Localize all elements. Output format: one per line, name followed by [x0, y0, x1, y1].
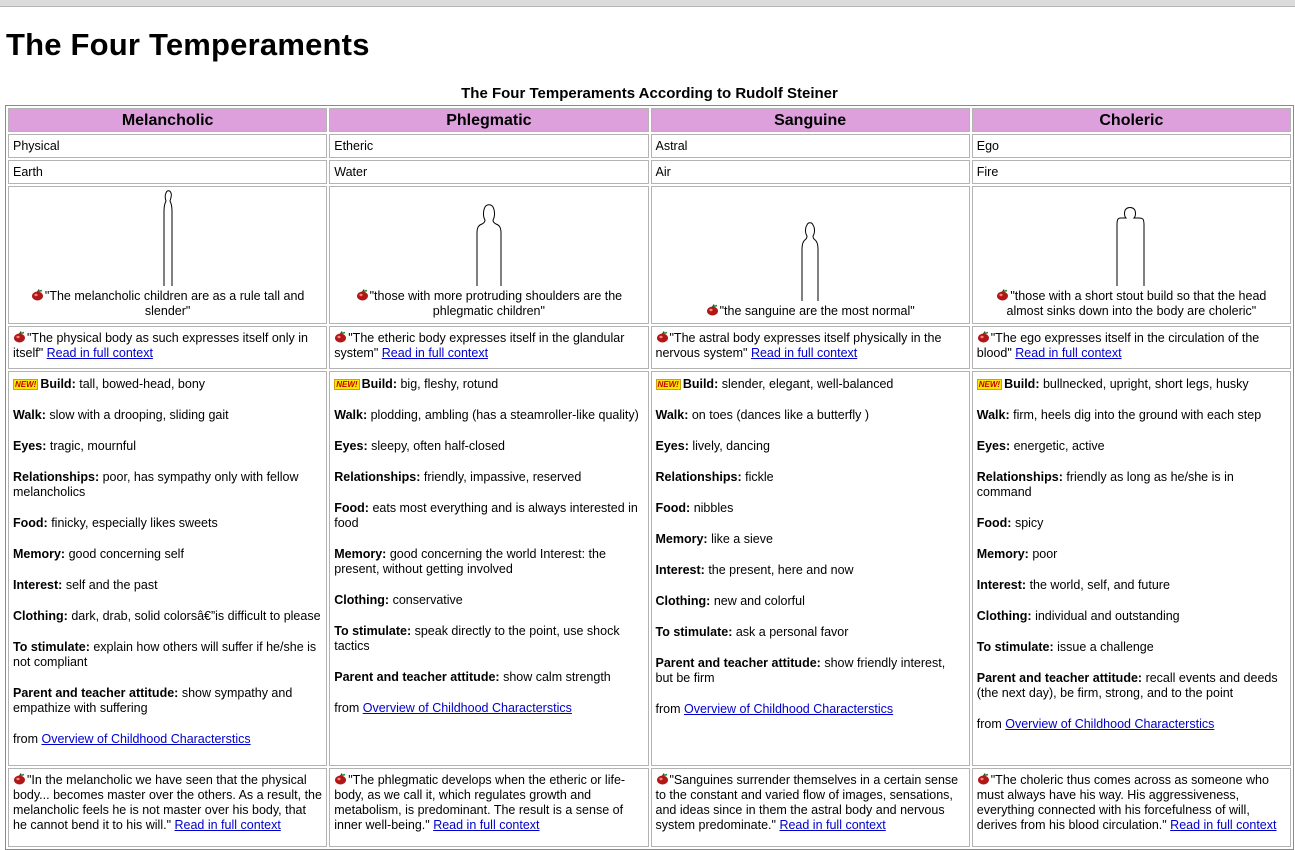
trait-value: ask a personal favor — [735, 625, 849, 639]
apple-icon — [334, 773, 347, 785]
trait-label: Memory: — [655, 532, 708, 546]
final-quote: "The choleric thus comes across as someone who must always have his way. His aggressiveness, everything connected with his forcefulness of will, derives from his blood circulation." — [976, 773, 1269, 832]
trait-label: Clothing: — [13, 609, 68, 623]
trait-label: To stimulate: — [334, 624, 412, 638]
trait-value: big, fleshy, rotund — [400, 377, 499, 391]
element-cell: Earth — [8, 160, 327, 184]
trait-label: Interest: — [655, 563, 705, 577]
trait-label: Relationships: — [13, 470, 100, 484]
apple-icon — [996, 289, 1009, 301]
trait-value: eats most everything and is always interested in food — [334, 501, 638, 530]
body-quote-row — [8, 326, 1291, 369]
trait-value: the world, self, and future — [1029, 578, 1170, 592]
apple-icon — [334, 331, 347, 343]
element-cell: Water — [329, 160, 648, 184]
trait-label: Interest: — [13, 578, 63, 592]
source-prefix: from — [976, 717, 1002, 731]
trait-value: bullnecked, upright, short legs, husky — [1042, 377, 1249, 391]
trait-item — [977, 470, 1286, 500]
trait-item — [977, 547, 1286, 562]
trait-item — [656, 594, 965, 609]
body-quote-cell — [8, 326, 327, 369]
trait-item — [656, 501, 965, 516]
browser-top-edge — [0, 0, 1295, 7]
trait-label: Memory: — [13, 547, 66, 561]
trait-value: slow with a drooping, sliding gait — [49, 408, 229, 422]
table-caption: The Four Temperaments According to Rudolf Steiner — [461, 85, 838, 102]
trait-label: Food: — [976, 516, 1012, 530]
body-cell: Astral — [651, 134, 970, 158]
body-quote-cell — [972, 326, 1291, 369]
trait-value: sleepy, often half-closed — [371, 439, 505, 453]
read-in-full-context-link[interactable]: Read in full context — [779, 818, 886, 832]
trait-label: Food: — [334, 501, 369, 515]
trait-item — [977, 408, 1286, 423]
trait-label: Eyes: — [334, 439, 368, 453]
source-line — [13, 732, 322, 747]
new-badge-icon: NEW! — [657, 380, 679, 389]
figure-quote: "the sanguine are the most normal" — [719, 304, 915, 318]
trait-value: the present, here and now — [708, 563, 854, 577]
trait-label: Relationships: — [976, 470, 1063, 484]
read-in-full-context-link[interactable]: Read in full context — [46, 346, 153, 360]
trait-value: new and colorful — [713, 594, 805, 608]
overview-childhood-link[interactable]: Overview of Childhood Characterstics — [41, 732, 251, 746]
trait-label: Parent and teacher attitude: — [334, 670, 500, 684]
trait-item — [13, 516, 322, 531]
trait-item — [13, 377, 322, 392]
trait-label: Build: — [40, 377, 76, 391]
final-quote: "The phlegmatic develops when the etheric or life-body, as we call it, which regulates growth and metabolism, is predominant. The result is a sense of inner well-being." — [334, 773, 626, 832]
source-prefix: from — [334, 701, 360, 715]
header-choleric: Choleric — [972, 108, 1291, 132]
trait-item — [656, 625, 965, 640]
apple-icon — [13, 773, 26, 785]
header-phlegmatic: Phlegmatic — [329, 108, 648, 132]
trait-item — [656, 470, 965, 485]
trait-label: Build: — [682, 377, 719, 391]
trait-value: conservative — [392, 593, 463, 607]
trait-item — [656, 656, 965, 686]
trait-label: To stimulate: — [13, 640, 90, 654]
figure-cell — [329, 186, 648, 324]
trait-item — [656, 408, 965, 423]
element-cell: Air — [651, 160, 970, 184]
trait-value: like a sieve — [711, 532, 773, 546]
trait-item — [13, 470, 322, 500]
trait-value: good concerning the world Interest: the present, without getting involved — [334, 547, 606, 576]
trait-item — [977, 516, 1286, 531]
trait-label: Clothing: — [976, 609, 1032, 623]
read-in-full-context-link[interactable]: Read in full context — [433, 818, 540, 832]
trait-value: tragic, mournful — [49, 439, 136, 453]
trait-item — [334, 470, 643, 485]
trait-value: show calm strength — [503, 670, 611, 684]
final-quote: "In the melancholic we have seen that the physical body... becomes master over the others. As a result, the melancholic feels he is not master over his body, that he cannot bend it to his will." — [13, 773, 322, 832]
trait-label: Clothing: — [655, 594, 711, 608]
trait-label: Clothing: — [334, 593, 390, 607]
traits-cell — [329, 371, 648, 766]
trait-item — [656, 532, 965, 547]
new-badge-icon: NEW! — [15, 380, 37, 389]
trait-item — [334, 439, 643, 454]
trait-item — [656, 563, 965, 578]
trait-value: recall events and deeds (the next day), be firm, strong, and to the point — [976, 671, 1278, 700]
trait-label: Walk: — [655, 408, 689, 422]
trait-value: firm, heels dig into the ground with each step — [1013, 408, 1262, 422]
read-in-full-context-link[interactable]: Read in full context — [750, 346, 858, 360]
trait-value: explain how others will suffer if he/she is not compliant — [13, 640, 317, 669]
apple-icon — [977, 773, 990, 785]
trait-value: plodding, ambling (has a steamroller-like quality) — [370, 408, 639, 422]
traits-cell — [8, 371, 327, 766]
trait-item — [977, 578, 1286, 593]
element-cell: Fire — [972, 160, 1291, 184]
trait-label: Build: — [1004, 377, 1040, 391]
body-quote: "The astral body expresses itself physically in the nervous system" — [655, 331, 942, 360]
final-quote-cell — [8, 768, 327, 847]
body-cell: Ego — [972, 134, 1291, 158]
apple-icon — [656, 773, 669, 785]
trait-value: poor, has sympathy only with fellow melancholics — [13, 470, 299, 499]
trait-item — [13, 609, 322, 624]
trait-item — [13, 686, 322, 716]
apple-icon — [31, 289, 44, 301]
trait-value: friendly as long as he/she is in command — [976, 470, 1234, 499]
trait-label: Parent and teacher attitude: — [976, 671, 1143, 685]
body-quote-cell — [329, 326, 648, 369]
final-quote: "Sanguines surrender themselves in a certain sense to the constant and varied flow of images, sensations, and ideas since in them the astral body and nervous system predominate." — [655, 773, 959, 832]
trait-label: Eyes: — [13, 439, 47, 453]
body-quote: "The ego expresses itself in the circulation of the blood" — [976, 331, 1260, 360]
apple-icon — [706, 304, 719, 316]
trait-label: Memory: — [334, 547, 387, 561]
trait-value: speak directly to the point, use shock tactics — [334, 624, 620, 653]
trait-label: Memory: — [976, 547, 1029, 561]
body-cell: Physical — [8, 134, 327, 158]
final-quote-cell — [651, 768, 970, 847]
traits-cell — [651, 371, 970, 766]
trait-value: good concerning self — [68, 547, 184, 561]
traits-row — [8, 371, 1291, 766]
trait-value: self and the past — [65, 578, 158, 592]
figure-quote: "those with a short stout build so that the head almost sinks down into the body are choleric" — [1006, 289, 1267, 318]
body-row — [8, 134, 1291, 158]
header-sanguine: Sanguine — [651, 108, 970, 132]
trait-value: spicy — [1014, 516, 1044, 530]
trait-value: dark, drab, solid colorsâ€”is difficult to please — [71, 609, 321, 623]
trait-item — [334, 377, 643, 392]
header-melancholic: Melancholic — [8, 108, 327, 132]
figure-cell — [972, 186, 1291, 324]
phlegmatic-silhouette-figure — [469, 203, 509, 287]
body-quote: "The etheric body expresses itself in the glandular system" — [334, 331, 625, 360]
trait-value: tall, bowed-head, bony — [79, 377, 206, 391]
trait-label: Parent and teacher attitude: — [13, 686, 179, 700]
read-in-full-context-link[interactable]: Read in full context — [381, 346, 489, 360]
header-row — [8, 108, 1291, 132]
overview-childhood-link[interactable]: Overview of Childhood Characterstics — [362, 701, 572, 715]
figure-row — [8, 186, 1291, 324]
trait-value: on toes (dances like a butterfly ) — [691, 408, 870, 422]
trait-item — [977, 377, 1286, 392]
trait-item — [334, 547, 643, 577]
trait-value: issue a challenge — [1057, 640, 1154, 654]
trait-item — [334, 624, 643, 654]
overview-childhood-link[interactable]: Overview of Childhood Characterstics — [1005, 717, 1215, 731]
overview-childhood-link[interactable]: Overview of Childhood Characterstics — [683, 702, 894, 716]
source-line — [656, 702, 965, 717]
trait-label: Food: — [655, 501, 691, 515]
temperaments-table — [5, 105, 1294, 850]
sanguine-silhouette-figure — [795, 220, 825, 302]
trait-label: Relationships: — [655, 470, 742, 484]
trait-label: Parent and teacher attitude: — [655, 656, 821, 670]
source-prefix: from — [13, 732, 38, 746]
trait-item — [656, 377, 965, 392]
trait-label: To stimulate: — [655, 625, 733, 639]
final-quote-cell — [972, 768, 1291, 847]
trait-item — [334, 593, 643, 608]
trait-label: Relationships: — [334, 470, 421, 484]
trait-value: show friendly interest, but be firm — [655, 656, 946, 685]
trait-item — [977, 640, 1286, 655]
source-prefix: from — [655, 702, 681, 716]
read-in-full-context-link[interactable]: Read in full context — [174, 818, 281, 832]
trait-item — [334, 408, 643, 423]
trait-value: nibbles — [693, 501, 734, 515]
apple-icon — [656, 331, 669, 343]
trait-value: slender, elegant, well-balanced — [721, 377, 894, 391]
trait-item — [334, 501, 643, 531]
trait-item — [977, 609, 1286, 624]
trait-value: fickle — [745, 470, 774, 484]
body-quote-cell — [651, 326, 970, 369]
trait-item — [13, 547, 322, 562]
body-cell: Etheric — [329, 134, 648, 158]
trait-value: show sympathy and empathize with suffering — [13, 686, 293, 715]
trait-item — [656, 439, 965, 454]
trait-value: energetic, active — [1013, 439, 1105, 453]
traits-cell — [972, 371, 1291, 766]
apple-icon — [356, 289, 369, 301]
source-line — [334, 701, 643, 716]
melancholic-silhouette-figure — [153, 189, 183, 287]
trait-label: Food: — [13, 516, 48, 530]
trait-label: Walk: — [976, 408, 1010, 422]
trait-item — [13, 578, 322, 593]
trait-label: Eyes: — [976, 439, 1011, 453]
figure-cell — [8, 186, 327, 324]
read-in-full-context-link[interactable]: Read in full context — [1015, 346, 1122, 360]
apple-icon — [13, 331, 26, 343]
trait-item — [977, 671, 1286, 701]
page-title: The Four Temperaments — [6, 27, 370, 62]
trait-value: individual and outstanding — [1035, 609, 1180, 623]
trait-value: finicky, especially likes sweets — [51, 516, 218, 530]
trait-label: Walk: — [334, 408, 368, 422]
new-badge-icon: NEW! — [336, 380, 358, 389]
trait-label: Walk: — [13, 408, 46, 422]
figure-quote: "The melancholic children are as a rule tall and slender" — [44, 289, 305, 318]
trait-item — [13, 439, 322, 454]
trait-item — [977, 439, 1286, 454]
trait-label: Eyes: — [655, 439, 689, 453]
apple-icon — [977, 331, 990, 343]
trait-item — [13, 640, 322, 670]
trait-item — [334, 670, 643, 685]
source-line — [977, 717, 1286, 732]
figure-cell — [651, 186, 970, 324]
trait-value: poor — [1032, 547, 1058, 561]
trait-value: lively, dancing — [692, 439, 770, 453]
trait-item — [13, 408, 322, 423]
new-badge-icon: NEW! — [978, 380, 1001, 389]
body-quote: "The physical body as such expresses itself only in itself" — [13, 331, 308, 360]
trait-label: Interest: — [976, 578, 1027, 592]
trait-label: Build: — [361, 377, 397, 391]
final-quote-cell — [329, 768, 648, 847]
element-row — [8, 160, 1291, 184]
choleric-silhouette-figure — [1109, 207, 1153, 287]
figure-quote: "those with more protruding shoulders are the phlegmatic children" — [369, 289, 623, 318]
trait-label: To stimulate: — [976, 640, 1054, 654]
read-in-full-context-link[interactable]: Read in full context — [1170, 818, 1277, 832]
trait-value: friendly, impassive, reserved — [423, 470, 582, 484]
final-quote-row — [8, 768, 1291, 847]
